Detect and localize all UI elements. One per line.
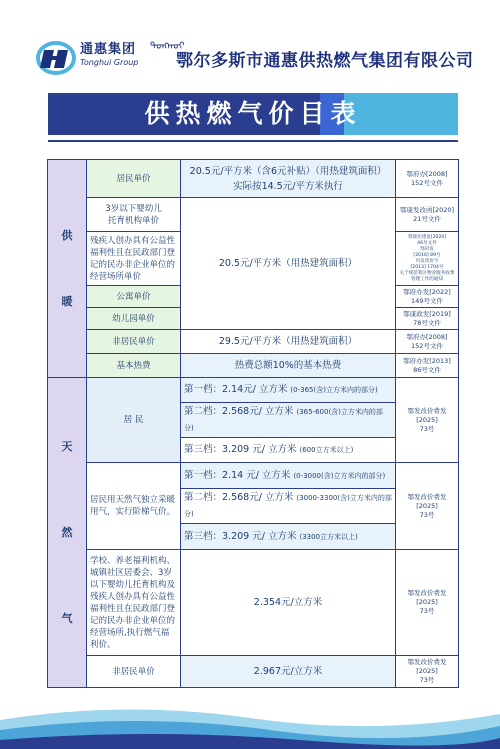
divider bbox=[48, 140, 458, 142]
table-row bbox=[48, 656, 459, 688]
doc-line: 鄂发改价费发 bbox=[407, 589, 447, 597]
gas-independent-tier-1 bbox=[181, 463, 396, 489]
tier-name: 第一档： bbox=[184, 384, 223, 395]
gas-nonresident-doc bbox=[396, 656, 459, 688]
category-char: 然 bbox=[61, 525, 73, 539]
gas-resident-label: 居 民 bbox=[87, 378, 181, 463]
tier-price: 2.568元/ 立方米 bbox=[222, 406, 294, 417]
doc-line: 鄂府办[2008] bbox=[406, 169, 448, 178]
tier-note: (365-600(含)立方米内的部分) bbox=[184, 408, 383, 432]
label-line: 托育机构单价 bbox=[107, 215, 159, 226]
brand-name: 通惠集团 bbox=[80, 42, 137, 57]
heating-nonresident-doc bbox=[396, 330, 459, 354]
page-title: 供热燃气价目表 bbox=[144, 99, 362, 128]
table-row bbox=[48, 354, 459, 378]
gas-independent-tier-2 bbox=[181, 489, 396, 524]
gas-resident-tier-3 bbox=[181, 438, 396, 463]
footer-wave bbox=[0, 700, 500, 749]
doc-line: 管理工作的通知 bbox=[410, 276, 444, 282]
table-row bbox=[48, 550, 459, 656]
doc-line: [2025] bbox=[416, 598, 438, 606]
table-row bbox=[48, 330, 459, 354]
doc-line: 鄂府办发[2013] bbox=[403, 356, 451, 365]
doc-line: [2025] bbox=[416, 415, 438, 424]
heating-childcare-doc bbox=[396, 198, 459, 232]
heating-resident-label: 居民单价 bbox=[87, 160, 181, 198]
header bbox=[0, 0, 500, 92]
heating-resident-price bbox=[181, 160, 396, 198]
doc-line: 鄂康发改函[2020] bbox=[399, 205, 455, 214]
tier-name: 第二档： bbox=[184, 492, 223, 503]
doc-line: 152号文件 bbox=[411, 341, 443, 350]
tier-price: 3.209 元/ 立方米 bbox=[222, 444, 297, 455]
tier-name: 第一档： bbox=[184, 469, 223, 481]
heating-resident-doc bbox=[396, 160, 459, 198]
tier-note: (600立方米以上) bbox=[299, 446, 354, 454]
doc-line: 鄂发改价费发 bbox=[407, 658, 447, 666]
doc-line: 鄂康住建发[2020] bbox=[407, 234, 447, 240]
heating-childcare-label bbox=[87, 198, 181, 232]
category-char: 天 bbox=[61, 439, 73, 453]
table-row bbox=[48, 378, 459, 403]
heating-apartment-doc bbox=[396, 286, 459, 308]
doc-line: 21号文件 bbox=[413, 214, 441, 223]
doc-line: 86号文件 bbox=[413, 365, 441, 374]
table-row bbox=[48, 160, 459, 198]
doc-line: [2016] 89号 bbox=[413, 252, 441, 258]
doc-line: 46号文件 bbox=[417, 240, 437, 246]
doc-line: [2013] 1704号 bbox=[410, 264, 444, 270]
heating-welfare-doc bbox=[396, 232, 459, 286]
price-table bbox=[47, 159, 458, 688]
doc-line: 73号 bbox=[419, 424, 435, 433]
gas-institutions-doc bbox=[396, 550, 459, 656]
category-char: 供 bbox=[61, 228, 73, 242]
gas-independent-label: 居民用天然气独立采暖用气，实行阶梯气价。 bbox=[87, 463, 181, 550]
table-row bbox=[48, 463, 459, 489]
heating-nonresident-label: 非居民单价 bbox=[87, 330, 181, 354]
doc-line: 78号文件 bbox=[413, 318, 441, 327]
tier-price: 2.14元/ 立方米 bbox=[222, 384, 288, 395]
tier-price: 2.568元/ 立方米 bbox=[222, 492, 294, 503]
doc-line: 内发改价字 bbox=[415, 258, 439, 264]
doc-line: 鄂府发 bbox=[420, 246, 434, 252]
tier-name: 第三档： bbox=[184, 530, 223, 542]
gas-resident-tier-1 bbox=[181, 378, 396, 403]
heating-apartment-label: 公寓单价 bbox=[87, 286, 181, 308]
doc-line: 鄂发改价费发 bbox=[407, 406, 447, 415]
gas-nonresident-label: 非居民单价 bbox=[87, 656, 181, 688]
doc-line: 152号文件 bbox=[411, 178, 443, 187]
price-line: 20.5元/平方米（含6元补贴）（用热建筑面积） bbox=[189, 165, 387, 177]
gas-independent-doc bbox=[396, 463, 459, 550]
tier-name: 第二档： bbox=[184, 406, 223, 417]
gas-independent-tier-3 bbox=[181, 524, 396, 550]
doc-line: 73号 bbox=[419, 676, 435, 684]
label-line: 3岁以下婴幼儿 bbox=[105, 203, 162, 214]
doc-line: 149号文件 bbox=[411, 296, 443, 305]
tier-name: 第三档： bbox=[184, 444, 223, 455]
tier-note: (3300立方米以上) bbox=[299, 532, 358, 541]
company-name: 鄂尔多斯市通惠供热燃气集团有限公司 bbox=[176, 51, 474, 71]
gas-resident-doc bbox=[396, 378, 459, 463]
tier-note: (0-3000(含)立方米内的部分) bbox=[293, 471, 386, 480]
gas-institutions-price: 2.354元/立方米 bbox=[181, 550, 396, 656]
doc-line: 鄂府办[2008] bbox=[406, 332, 448, 341]
heating-kindergarten-label: 幼儿园单价 bbox=[87, 308, 181, 330]
doc-line: 鄂康政发[2019] bbox=[403, 309, 451, 318]
tier-price: 2.14 元/ 立方米 bbox=[222, 469, 291, 481]
tier-price: 3.209 元/ 立方米 bbox=[222, 530, 297, 542]
doc-line: 鄂发改价费发 bbox=[407, 492, 447, 501]
heating-basefee-label: 基本热费 bbox=[87, 354, 181, 378]
category-char: 暖 bbox=[61, 294, 73, 308]
brand-name-en: Tonghui Group bbox=[80, 58, 139, 67]
heating-shared-price: 20.5元/平方米（用热建筑面积） bbox=[181, 198, 396, 330]
gas-institutions-label: 学校、养老福利机构、城镇社区居委会、3岁以下婴幼儿托育机构及残疾人创办具有公益性福利性且在民政部门登记的民办非企业单位的经营场所,执行燃气福利价。 bbox=[87, 550, 181, 656]
heating-welfare-label: 残疾人创办具有公益性福利性且在民政部门登记的民办非企业单位的经营场所单价 bbox=[87, 232, 181, 286]
heating-basefee-price: 热费总额10%的基本热费 bbox=[181, 354, 396, 378]
mongolian-script: ᠲᠣᠩᠬᠤᠢ bbox=[150, 41, 185, 52]
heating-nonresident-price: 29.5元/平方米（用热建筑面积） bbox=[181, 330, 396, 354]
category-heating bbox=[48, 160, 87, 378]
gas-resident-tier-2 bbox=[181, 403, 396, 438]
doc-line: 关于规范我区物业服务收费 bbox=[399, 270, 455, 276]
table-row bbox=[48, 198, 459, 232]
doc-line: [2025] bbox=[416, 667, 438, 675]
tonghui-logo-icon bbox=[36, 36, 86, 78]
doc-line: 73号 bbox=[419, 510, 435, 519]
tier-note: (3000-3300(含)立方米内的部分) bbox=[184, 494, 392, 518]
category-gas bbox=[48, 378, 87, 688]
heating-basefee-doc bbox=[396, 354, 459, 378]
category-char: 气 bbox=[61, 611, 73, 625]
doc-line: 73号 bbox=[419, 607, 435, 615]
doc-line: 鄂府办发[2022] bbox=[403, 287, 451, 296]
heating-kindergarten-doc bbox=[396, 308, 459, 330]
doc-line: [2025] bbox=[416, 501, 438, 510]
tier-note: (0-365(含)立方米内的部分) bbox=[290, 386, 378, 394]
price-line: 实际按14.5元/平方米执行 bbox=[233, 180, 343, 192]
gas-nonresident-price: 2.967元/立方米 bbox=[181, 656, 396, 688]
